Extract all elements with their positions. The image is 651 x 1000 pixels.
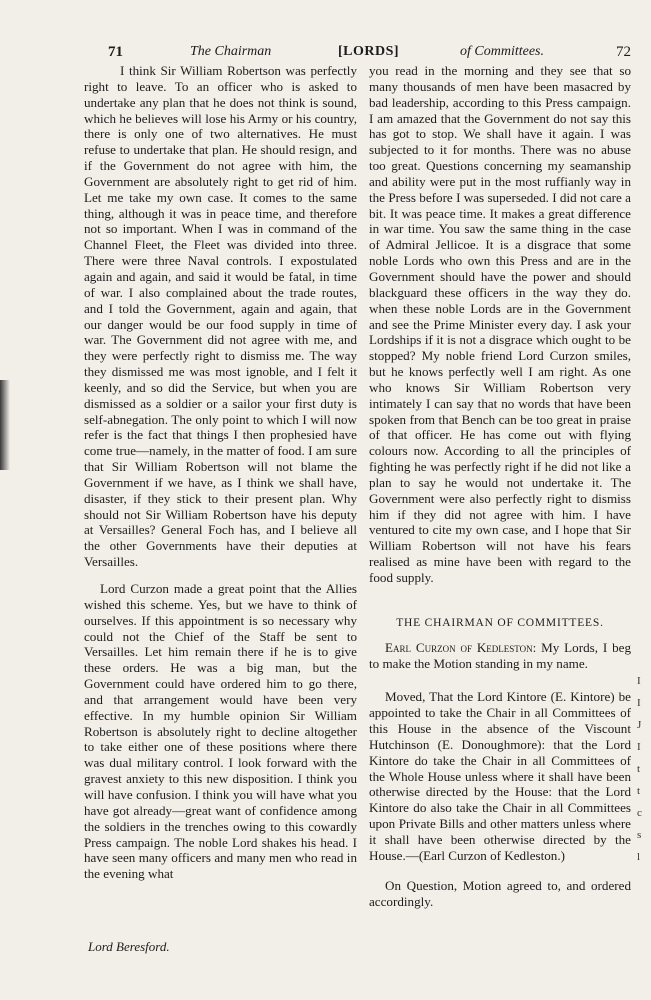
running-title-left: The Chairman — [190, 44, 272, 59]
gutter-marks — [637, 670, 649, 930]
page-number-right: 72 — [616, 44, 631, 60]
paragraph: Lord Curzon made a great point that the Allies wished this scheme. Yes, but we have to think of ourselves. If this appointment is so necessary why could not the Chief of the Staff be sent to Versailles. Let him remain there if he is to give these orders. He was a big man, but the Government could have ordered him to go there, and that arrangement would have been very effective. In my humble opinion Sir William Robertson is absolutely right to decline altogether to take either one of these positions where there was dual military control. I look forward with the gravest anxiety to this new disposition. I think you will have confusion. I think you will have what you have got already—great want of confidence among the soldiers in the trenches owing to this cowardly Press campaign. The noble Lord shakes his head. I have seen many officers and many men who read in the evening what — [84, 581, 357, 882]
gutter-mark: s — [637, 829, 642, 841]
gutter-mark: J — [637, 719, 642, 731]
speaker-name: Earl Curzon of Kedleston — [385, 639, 533, 655]
house-label: [LORDS] — [338, 44, 400, 59]
paragraph: I think Sir William Robertson was perfectly right to leave. To an officer who is asked to undertake any plan that he does not think is sound, which he believes will lose his Army or his country, there is only one of two alternatives. He must refuse to undertake that plan. He should resign, and if the Government do not agree with him, the Government are absolutely right to get rid of him. Let me take my own case. It comes to the same thing, although it was in peace time, and therefore not so important. When I was in command of the Channel Fleet, the Fleet was divided into three. There were three Naval controls. I expostulated again and again, and said it would be fatal, in time of war. I also complained about the trade routes, and I told the Government, again and again, that our danger would be our food supply in time of war. The Government did not agree with me, and they were perfectly right to dismiss me. The way they dismissed me was most ignoble, and I felt it keenly, and so did the Service, but when you are dismissed as a soldier or a sailor your first duty is self-abnegation. The only point to which I will now refer is the fact that things I then prophesied have come true—namely, in the matter of food. I am sure that Sir William Robertson will not blame the Government if we have, as I think we shall have, disaster, if they stick to their present plan. Why should not Sir William Robertson have his deputy at Versailles? General Foch has, and I believe all the other Governments have their deputies at Versailles. — [84, 63, 357, 570]
speech-paragraph — [369, 640, 631, 672]
catchword: Lord Beresford. — [88, 939, 170, 954]
gutter-mark: t — [637, 785, 641, 797]
section-heading: THE CHAIRMAN OF COMMITTEES. — [396, 616, 604, 629]
gutter-mark: c — [637, 807, 642, 819]
gutter-mark: I — [637, 697, 641, 709]
running-title-right: of Committees. — [460, 44, 544, 59]
gutter-mark: t — [637, 763, 641, 775]
gutter-mark: I — [637, 741, 641, 753]
gutter-mark: I — [637, 675, 641, 687]
paragraph: you read in the morning and they see that so many thousands of men have been masacred by bad leadership, according to this Press campaign. I am amazed that the Government do not say this has got to stop. We shall have it again. I was subjected to it for months. There was no abuse too great. Questions concerning my seamanship and ability were put in the most ruffianly way in the Press before I was superseded. I did not care a bit. It was peace time. It makes a great difference in war time. You saw the same thing in the case of Admiral Jellicoe. It is a disgrace that some noble Lords who own this Press and are in the Government should have the power and should blackguard these officers in the way they do. when these noble Lords are in the Government and see the Prime Minister every day. I ask your Lordships if it is not a disgrace which ought to be stopped? My noble friend Lord Curzon smiles, but he knows perfectly well I am right. As one who knows Sir William Robertson very intimately I can say that no words that have been spoken from that Bench can be too great in praise of that officer. He has come out with flying colours now. According to all the principles of fighting he was perfectly right if he did not like a plan to say he would not undertake it. The Government were also perfectly right to dismiss him if they did not agree with him. I have ventured to cite my own case, and I hope that Sir William Robertson will not have his fears realised as mine have been with regard to the food supply. — [369, 63, 631, 585]
binding-shadow — [0, 380, 10, 470]
right-column — [369, 63, 631, 909]
left-column — [84, 63, 357, 882]
motion-text: Moved, That the Lord Kintore (E. Kintore) be appointed to take the Chair in all Committees of this House in the absence of the Viscount Hutchinson (E. Donoughmore): that the Lord Kintore do take the Chair in all Committees of the Whole House unless where it shall have been otherwise directed by the House: that the Lord Kintore do also take the Chair in all Committees upon Private Bills and other matters unless where it shall have been otherwise directed by the House.—(Earl Curzon of Kedleston.) — [369, 689, 631, 863]
page-number-left: 71 — [108, 44, 123, 60]
gutter-mark: l — [637, 851, 641, 863]
speech-text: : My Lords, I beg to make the Motion standing in my name. — [369, 639, 631, 671]
closing-text: On Question, Motion agreed to, and ordered accordingly. — [369, 877, 631, 909]
